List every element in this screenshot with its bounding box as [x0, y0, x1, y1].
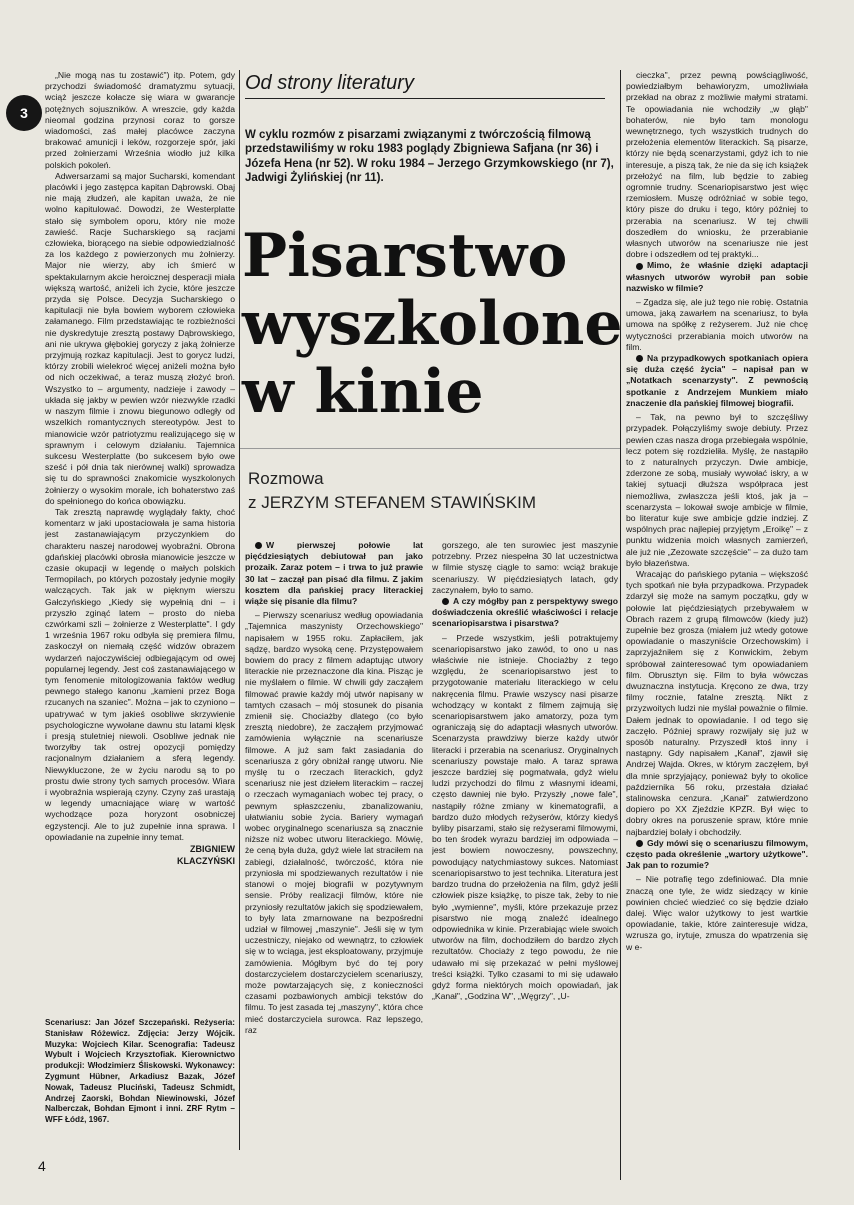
- interview-answer: cieczka", przez pewną powściągliwość, powiedziałbym behawioryzm, umożliwiała przekład na obraz z możliwie małymi stratami. Te opowiadania nie wchodziły „w głąb" bohaterów, nie było tam monologu wewnętrznego, tych wszystkich trudnych do przełożenia elementów literackich. Są pisarze, którzy nie będą scenarzystami, gdyż ich to nie interesuje, a piszą tak, że nie da się ich książek przełożyć na film, lub będzie to zabieg ogromnie trudny. Scenariopisarstwo jest więc rzemiosłem. Muszę odróżniać w sobie tego, który pisze do druku i tego, który później to przerabia na scenariusz. W tej chwili doszedłem do wniosku, że przerabianie własnych utworów na scenariusze nie jest dobre i odszedłem od tej praktyki...: [626, 70, 808, 260]
- section-heading: Od strony literatury: [245, 72, 414, 94]
- interview-question: [626, 353, 808, 409]
- article-headline: [242, 222, 622, 426]
- headline-line: Pisarstwo: [242, 221, 568, 291]
- review-paragraph: „Nie mogą nas tu zostawić") itp. Potem, gdy przychodzi świadomość dramatyzmu sytuacji, wciąż jeszcze kołacze się wiara w gwarancje potężnych sojuszników. A wreszcie, gdy każda nieomal godzina przynosi coraz to gorsze wiadomości, zaś małej placówce zaczyna brakować amunicji i leków, rozgorzeje spór, jaki przed żołnierzami Września wiodło już kilka polskich pokoleń.: [45, 70, 235, 170]
- interview-answer: Wracając do pańskiego pytania – większość tych spotkań nie była przypadkowa. Przypadek zdarzył się może na samym początku, gdy w połowie lat pięćdziesiątych przebywałem w Obrach razem z grupą filmowców (kiedy już) zupełnie bez grosza (miałem już wtedy gotowe opowiadanie o maszyniście Orzechowskim) i zaprzyjaźniłem się z Konwickim, żebym spróbował zainteresować tym opowiadaniem film. Obrusztyn się. Film to była wówczas dwuznaczna instytucja. Kręcono ze dwa, trzy filmy rocznie, fatalne zresztą. Nikt z przyzwoitych ludzi nie myślał poważnie o filmie. Dałem jednak to opowiadanie. I od tego się zaczęło. Później sprawy rozwijały się już w sposób naturalny. Przyszedł ktoś inny i nastąpny. Gdy napisałem „Kanał", zjawił się Andrzej Wajda. Okres, w którym zaczęłem, był dla mnie sprzyjający, ponieważ były to okolice października 56 roku, przestała działać stalinowska cenzura. „Kanał" zatwierdzono dopiero po XX Zjeździe KPZR. Był więc to dobry okres na poruszenie spraw, które mnie najbardziej bolały i obchodziły.: [626, 568, 808, 837]
- headline-line: wyszkolone: [242, 289, 623, 359]
- subtitle-line: z JERZYM STEFANEM STAWIŃSKIM: [248, 493, 537, 512]
- intro-lead: W cyklu rozmów z pisarzami związanymi z twórczością filmową przedstawiliśmy w roku 1983 poglądy Zbigniewa Safjana (nr 36) i Józefa Hena (nr 52). W roku 1984 – Jerzego Grzymkowskiego (nr 7), Jadwigi Żylińskiej (nr 11).: [245, 129, 614, 184]
- question-text: Mimo, że właśnie dzięki adaptacji własnych utworów wyrobił pan sobie nazwisko w filmie?: [626, 260, 808, 293]
- author-signature: KLACZYŃSKI: [177, 856, 235, 867]
- bullet-icon: [636, 840, 643, 847]
- review-paragraph: Adwersarzami są major Sucharski, komendant placówki i jego zastępca kapitan Dąbrowski. Obaj nie mają złudzeń, ale kapitan uważa, że nie wolno kapitulować. Dowodzi, że Westerplatte stało się symbolem oporu, który nie może zawieść. Racje Sucharskiego są racjami człowieka, biorącego na siebie odpowiedzialność za los każdego z powierzonych mu żołnierzy. Major nie wierzy, aby ich śmierć w spektakularnym akcie heroicznej desperacji miała większą wartość, aniżeli ich życie, które jeszcze przyda się Polsce. Decyzja Sucharskiego o kapitulacji nie była bowiem wyborem człowieka załamanego. Film przedstawiając te rozbieżności nie dyskredytuje zresztą postawy Dąbrowskiego, ani nie ukrywa głębokiej goryczy z jaką żołnierze przyjmują rozkaz kapitulacji. Jest to gorycz ludzi, którzy zrobili wielekroć więcej aniżeli można było od nich oczekiwać, a teraz muszą złożyć broń. Wszystko to – argumenty, nadzieje i zawody – układa się jakby w pewien wzór niezwykle rzadki w naszym filmie i znowu biegunowo odległy od wszelkich romantycznych stereotypów. Jest to mianowicie wzór patriotyzmu realizującego się w sprawnym i celowym działaniu. Tajemnica sukcesu Westerplatte (bo sukcesem było owe sześć i pół dnia tak nierównej walki) sprowadza się tu do sprawności znakomicie wyszkolonych żołnierzy o wysokim morale, ich bohaterstwo zaś do spełnionego do końca obowiązku.: [45, 170, 235, 506]
- question-text: Gdy mówi się o scenariuszu filmowym, często pada określenie „wartory użytkowe". Jak pan to rozumie?: [626, 837, 808, 871]
- interview-question: [432, 596, 618, 630]
- subtitle-line: Rozmowa: [248, 469, 324, 488]
- article-subtitle: [248, 467, 618, 515]
- bullet-icon: [255, 542, 262, 549]
- interview-answer: – Nie potrafię tego zdefiniować. Dla mnie znaczą one tyle, że widz siedzący w kinie powinien chcieć wiedzieć co się będzie działo dalej. Więc walor użytkowy to jest wartkie opowiadanie, takie, które zainteresuje widza, wzrusza go, irytuje, zmusza do wpatrzenia się w e-: [626, 874, 808, 952]
- headline-line: w kinie: [242, 357, 484, 427]
- author-signature: ZBIGNIEW: [190, 844, 235, 855]
- interview-answer: gorszego, ale ten surowiec jest maszynie potrzebny. Przez niespełna 30 lat uczestnictwa w filmie styszę ciągle to samo: wciąż brakuje scenariuszy. W pięćdziesiątych latach, gdy zaczynałem, było to samo.: [432, 540, 618, 595]
- question-text: A czy mógłby pan z perspektywy swego doświadczenia określić właściwości i relacje scenariopisarstwa i pisarstwa?: [432, 596, 618, 629]
- question-text: W pierwszej połowie lat pięćdziesiątych debiutował pan jako prozaik. Zaraz potem – i trwa to już prawie 30 lat – zaczął pan pisać dla filmu. Z jakim kosztem dla pańskiej pracy literackiej wiąże się pisanie dla filmu?: [245, 540, 423, 607]
- bullet-icon: [636, 355, 643, 362]
- question-text: Na przypadkowych spotkaniach opiera się duża część życia" – napisał pan w „Notatkach scenarzysty". Z pewnością spotkanie z Andrzejem Munkiem miało znaczenie dla pańskiej filmowej biografii.: [626, 353, 808, 408]
- section-rule: [245, 98, 605, 99]
- page-number: 4: [38, 1158, 46, 1174]
- bullet-icon: [442, 598, 449, 605]
- interview-column-3: [626, 70, 808, 1180]
- headline-rule: [240, 448, 620, 449]
- column-divider: [239, 70, 240, 1150]
- interview-column-1: [245, 540, 423, 1180]
- interview-column-2: [432, 540, 618, 1180]
- interview-question: [245, 540, 423, 607]
- bullet-icon: [636, 263, 643, 270]
- interview-answer: – Tak, na pewno był to szczęśliwy przypadek. Połączyliśmy swoje debiuty. Przez pewien czas nasza droga przebiegała wspólnie, lecz potem się rozdzieliła. Myślę, że nastąpiło to z naturalnych przyczyn. Dwie ambicje, zderzone ze sobą, musiały wywołać iskry, a w takiej sytuacji dłuższa współpraca jest niemożliwa, zwłaszcza jeśli ktoś, jak ja – scenarzysta – lokował swoje ambicje w filmie, bo literatur kuje swe ambicje gdzie indziej. Z wspólnych prac najlepiej przyjętym „Eroikę" – z punktu widzenia moich własnych zamierzeń, ale już nie „Zezowate szczęście" – za dużo tam było błazeństwa.: [626, 412, 808, 568]
- review-column: [45, 70, 235, 1015]
- section-tab: 3: [6, 95, 42, 131]
- interview-answer: – Zgadza się, ale już tego nie robię. Ostatnia umowa, jaką zawarłem na scenariusz, to była umowa na spółkę z reżyserem. Już nie chcę wytyczności przerabiania moich utworów na film.: [626, 297, 808, 352]
- interview-question: [626, 838, 808, 872]
- interview-answer: – Przede wszystkim, jeśli potraktujemy scenariopisarstwo jako zawód, to ono u nas właściwie nie istnieje. Chociażby z tego względu, że scenariopisarstwo jest to przygotowanie materiału literackiego w celu nakręcenia filmu. Prawie wszyscy nasi pisarze wchodzący w kontakt z filmem zajmują się scenariopisarstwem jako amatorzy, poza tym ograniczają się do adaptacji własnych utworów. Scenarzysta prawdziwy bierze każdy utwór literacki i przerabia na scenariusz. Oryginalnych scenariuszy powstaje mało. A taraz sprawa jeszcze bardziej się pogmatwała, gdyż wielu ludzi przychodzi do filmu z własnymi ideami, często dawniej nie było. Przyszły „nowe fale", nastąpiły różne zmiany w kinematografii, a bardzo dużo młodych reżyserów, którzy kiedyś byliby pisarzami, stało się reżyserami filmowymi, bo ten środek wyrazu bardziej im odpowiada – jest bowiem nowoczesny, powszechny, powodujący natychmiastowy sukces. Natomiast scenariopisarstwo to jest technika. Literatura jest bardzo trudna do przełożenia na film, gdyż jeśli człowiek pisze książkę, to pisze tak, żeby to nie było „wymienne", myśli, które przekazuje przez pisarstwo nie mogą znaleźć idealnego odpowiednika w kinie. Przerabiając wiele swoich utworów na film, dochodziłem do bardzo złych rezultatów. Chociaży z tego powodu, że nie udawało mi się przekazać w pełni myślowej treści książki. Tylko czasami to mi się udawało gdyż forma niektórych moich opowiadań, jak „Kanał", „Godzina W", „Węgrzy", „U-: [432, 632, 618, 1002]
- interview-question: [626, 260, 808, 294]
- film-credits: Scenariusz: Jan Józef Szczepański. Reżyseria: Stanisław Różewicz. Zdjęcia: Jerzy Wójcik. Muzyka: Wojciech Kilar. Scenografia: Tadeusz Wybult i Wojciech Krzysztofiak. Kierownictwo produkcji: Włodzimierz Śliskowski. Wykonawcy: Zygmunt Hübner, Arkadiusz Bazak, Józef Nowak, Tadeusz Pluciński, Tadeusz Schmidt, Andrzej Zaorski, Bohdan Niewinowski, Józef Nalberczak, Bohdan Ejmont i inni. ZRF Rytm – WFF Łódź, 1967.: [45, 1018, 235, 1125]
- review-paragraph: Tak zresztą naprawdę wyglądały fakty, choć komentarz w jaki upostaciowała je sama historia jest zastanawiającym przyczynkiem do charakteru naszej narodowej wyobraźni. Obrona gdańskiej placówki obrosła mianowicie jeszcze w czasie okupacji w legendę o małych polskich Termopilach, po których pozostały jedynie mogiły walczących. Tak jak w pięknym wierszu Gałczyńskiego „Kiedy się wypełnią dni – i przyszło zginąć latem – prosto do nieba czwórkami szli – żołnierze z Westerplatte". I gdy 1 września 1967 roku odbyła się premiera filmu, zaskoczył on niemałą część widzów obrazem wydarzeń najoczywiściej odbiegającym od owej popularnej legendy. Jest coś zastanawiającego w tym fenomenie mitologizowania faktów według pewnego stałego kanonu „kamieni przez Boga rzucanych na szaniec". Można – jak to czyniono – upatrywać w tym jakieś osobliwe skrzywienie psychologiczne wywołane dawnu stu latami klęsk i presją stuletniej niewoli. Osobliwe jednak nie tworzyłby tak ostrej opozycji pomiędzy racjonalnym działaniem a sferą legendy. Niewykluczone, że w życiu narodu są to po prostu dwie strony tych samych procesów. Wiara i wyobraźnia wspierają czyny. Czyny zaś urastają w legendy umacniające wiarę w wartość wychodzące poza horyzont osobniczej egzystencji. Ale to już zupełnie inna sprawa. I opowiadanie na zupełnie inny temat.: [45, 506, 235, 842]
- interview-answer: – Pierwszy scenariusz według opowiadania „Tajemnica maszynisty Orzechowskiego" napisałem w 1955 roku. Zapłaciłem, jak sądzę, bardzo wysoką cenę. Przystępowałem bowiem do pracy z filmem adaptując utwory literackie nie przeznaczone dla kina. Pisząc je nie myślałem o filmie. W chwili gdy zacząłem filmować prawie każdy mój utwór napisany w tamtych czasach – mój stosunek do pisania zmienił się. Chociażby dlatego (co było zresztą niedobre), że zacząłem przyjmować zamówienia wyłącznie na scenariusze filmowe. A już sam fakt zasiadania do scenariusza z góry obniżał rangę utworu. Nie myślę tu o rzeczach literackich, gdyż scenariusz nie jest dziełem literackim – raczej o rzeczach wymaganiach wobec tej pracy, o pewnym spłaszczeniu, zbanalizowaniu, ułatwianiu sobie życia. Bariery wymagań wobec oryginalnego scenariusza są znacznie niższe niż wobec utworu literackiego. Mówię, że ceną była duża, gdyż wiele lat straciłem na zabiegi, działalność, twórczość, która nie przyniosła mi spodziewanych rezultatów i nie stanowi o mojej biografii w pozytywnym sensie. Próby realizacji filmów, które nie przyniosły rezultatów jakich się spodziewałem, to były lata zmarnowane na bezpośredni udział w filmowej „maszynie". Jeśli się w tym uczestniczy, niejako od wewnątrz, to człowiek się w to wciąga, jest eksploatowany, przyjmuje zamówienia. Mógłbym być do tej pory dostarczycielem dostarczycielem scenariuszy, może powtarzających się, z konieczności czasami pozbawionych ambicji tekstów do filmu. To jest zasada tej „maszyny", która chce mieć dostarczyciela surowca. Raz lepszego, raz: [245, 610, 423, 1035]
